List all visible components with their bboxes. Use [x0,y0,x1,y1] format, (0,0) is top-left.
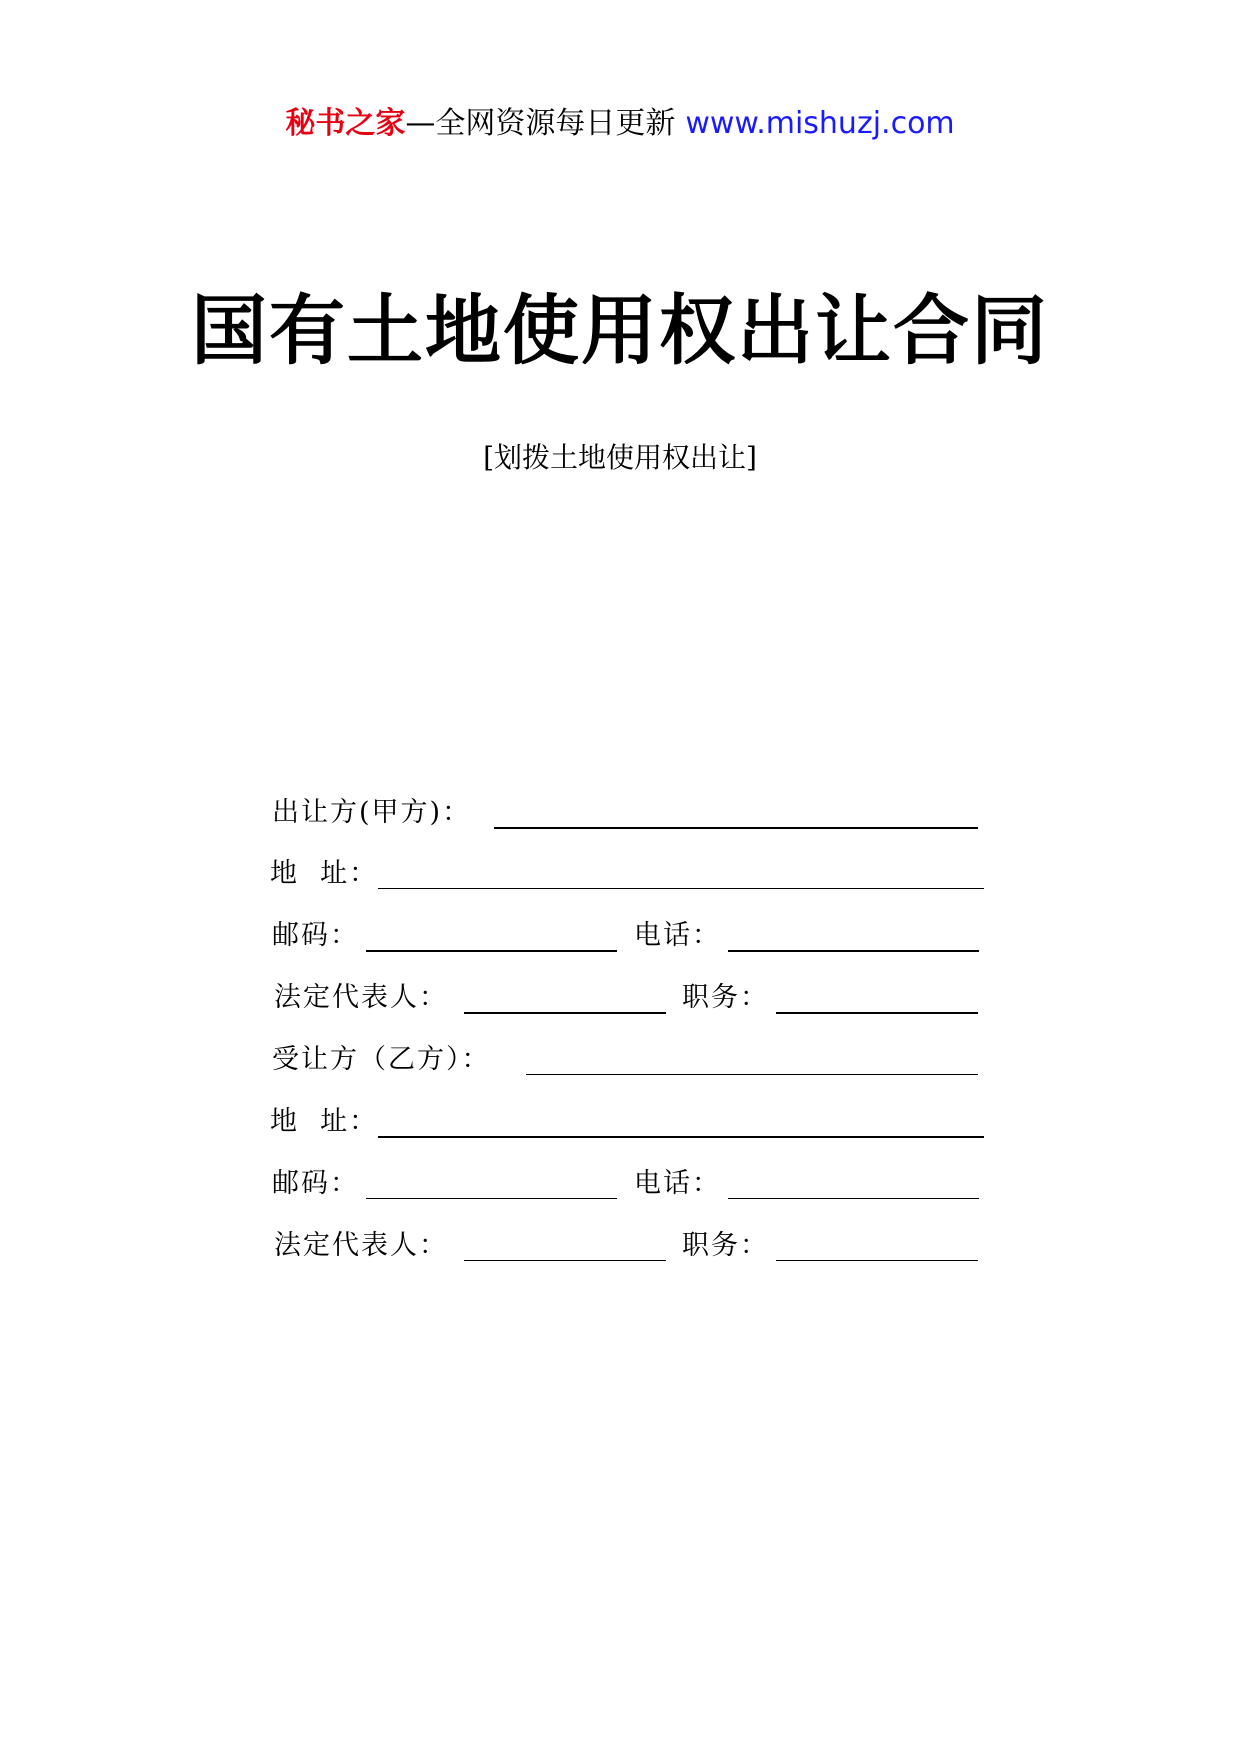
party-b-phone-field[interactable] [728,1198,979,1199]
site-slogan: —全网资源每日更新 [405,106,676,141]
party-a-name-field[interactable] [494,827,978,829]
party-a-phone-label: 电话： [634,920,721,951]
party-b-postcode-phone-row [272,1164,987,1204]
party-a-position-label: 职务： [682,982,769,1013]
site-header [0,104,1240,144]
party-b-address-field[interactable] [378,1136,984,1138]
document-subtitle: [划拨土地使用权出让] [483,441,757,474]
party-a-position-field[interactable] [776,1012,978,1014]
party-b-legal-rep-label: 法定代表人： [274,1230,448,1261]
party-a-postcode-field[interactable] [366,950,617,952]
party-b-position-label: 职务： [682,1230,769,1261]
party-a-phone-field[interactable] [728,950,979,952]
party-a-legal-rep-field[interactable] [464,1012,666,1014]
party-b-position-field[interactable] [776,1260,978,1261]
party-a-name-row [272,793,982,833]
party-a-legal-rep-label: 法定代表人： [274,982,448,1013]
party-b-name-label: 受让方（乙方）： [272,1044,491,1075]
party-b-name-row [272,1040,987,1080]
party-a-postcode-phone-row [272,916,987,956]
party-b-address-label: 地 址： [270,1106,379,1137]
party-a-legal-rep-row [274,978,989,1018]
party-b-phone-label: 电话： [634,1168,721,1199]
party-a-address-label: 地 址： [270,858,379,889]
site-url-link[interactable]: www.mishuzj.com [685,106,955,141]
party-b-legal-rep-row [274,1226,989,1266]
party-b-address-row [270,1102,985,1142]
party-a-postcode-label: 邮码： [272,920,359,951]
party-b-postcode-field[interactable] [366,1198,617,1199]
party-b-name-field[interactable] [526,1074,978,1075]
site-brand: 秘书之家 [285,106,406,141]
party-a-address-row [270,854,985,894]
document-title: 国有土地使用权出让合同 [191,286,1049,375]
party-a-name-label: 出让方(甲方)： [272,797,472,828]
party-b-legal-rep-field[interactable] [464,1260,666,1261]
party-a-address-field[interactable] [378,888,984,889]
party-b-postcode-label: 邮码： [272,1168,359,1199]
